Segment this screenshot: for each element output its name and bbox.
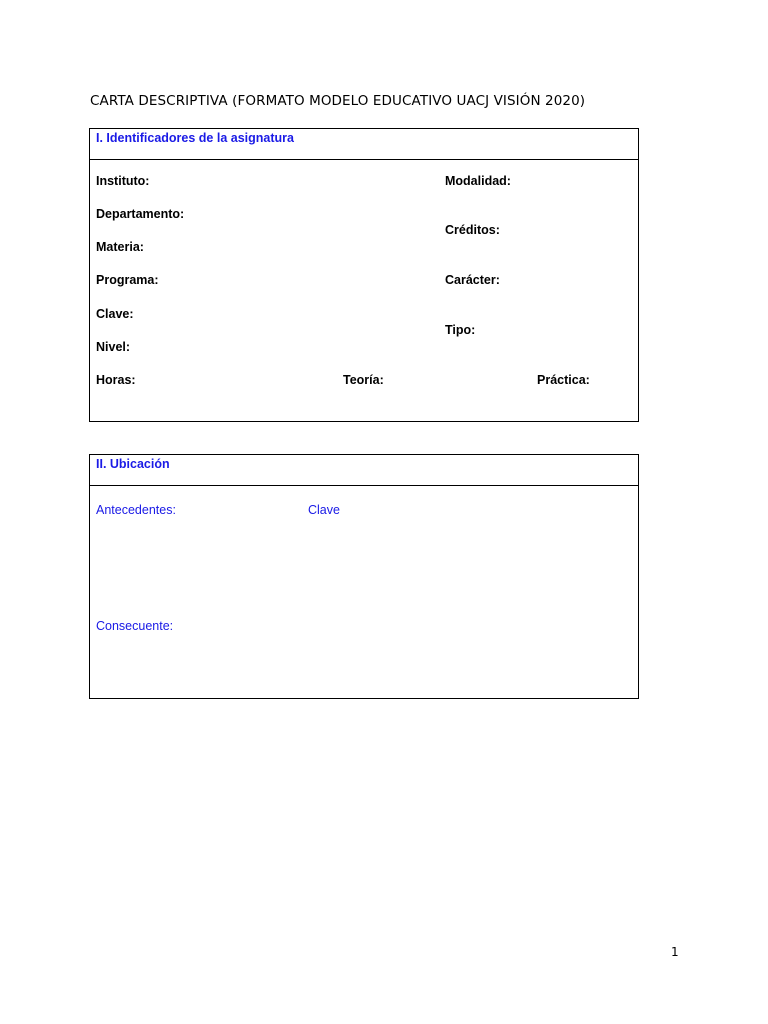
label-teoria: Teoría:: [343, 373, 384, 387]
section-ubicacion: [89, 454, 639, 699]
section-header: [90, 455, 638, 486]
section-title: I. Identificadores de la asignatura: [96, 131, 294, 145]
label-programa: Programa:: [96, 273, 159, 287]
page-number: 1: [671, 945, 679, 959]
label-consecuente: Consecuente:: [96, 619, 174, 633]
label-practica: Práctica:: [537, 373, 590, 387]
label-clave: Clave:: [96, 307, 134, 321]
label-horas: Horas:: [96, 373, 136, 387]
section-identificadores: [89, 128, 639, 422]
label-antecedentes: Antecedentes:: [96, 503, 176, 517]
section-title: II. Ubicación: [96, 457, 170, 471]
label-clave-ubicacion: Clave: [308, 503, 340, 517]
label-departamento: Departamento:: [96, 207, 185, 221]
label-modalidad: Modalidad:: [445, 174, 511, 188]
label-caracter: Carácter:: [445, 273, 500, 287]
label-tipo: Tipo:: [445, 323, 476, 337]
document-title: CARTA DESCRIPTIVA (FORMATO MODELO EDUCATIVO UACJ VISIÓN 2020): [90, 93, 586, 109]
label-instituto: Instituto:: [96, 174, 150, 188]
section-header: [90, 129, 638, 160]
label-nivel: Nivel:: [96, 340, 131, 354]
label-creditos: Créditos:: [445, 223, 500, 237]
label-materia: Materia:: [96, 240, 144, 254]
